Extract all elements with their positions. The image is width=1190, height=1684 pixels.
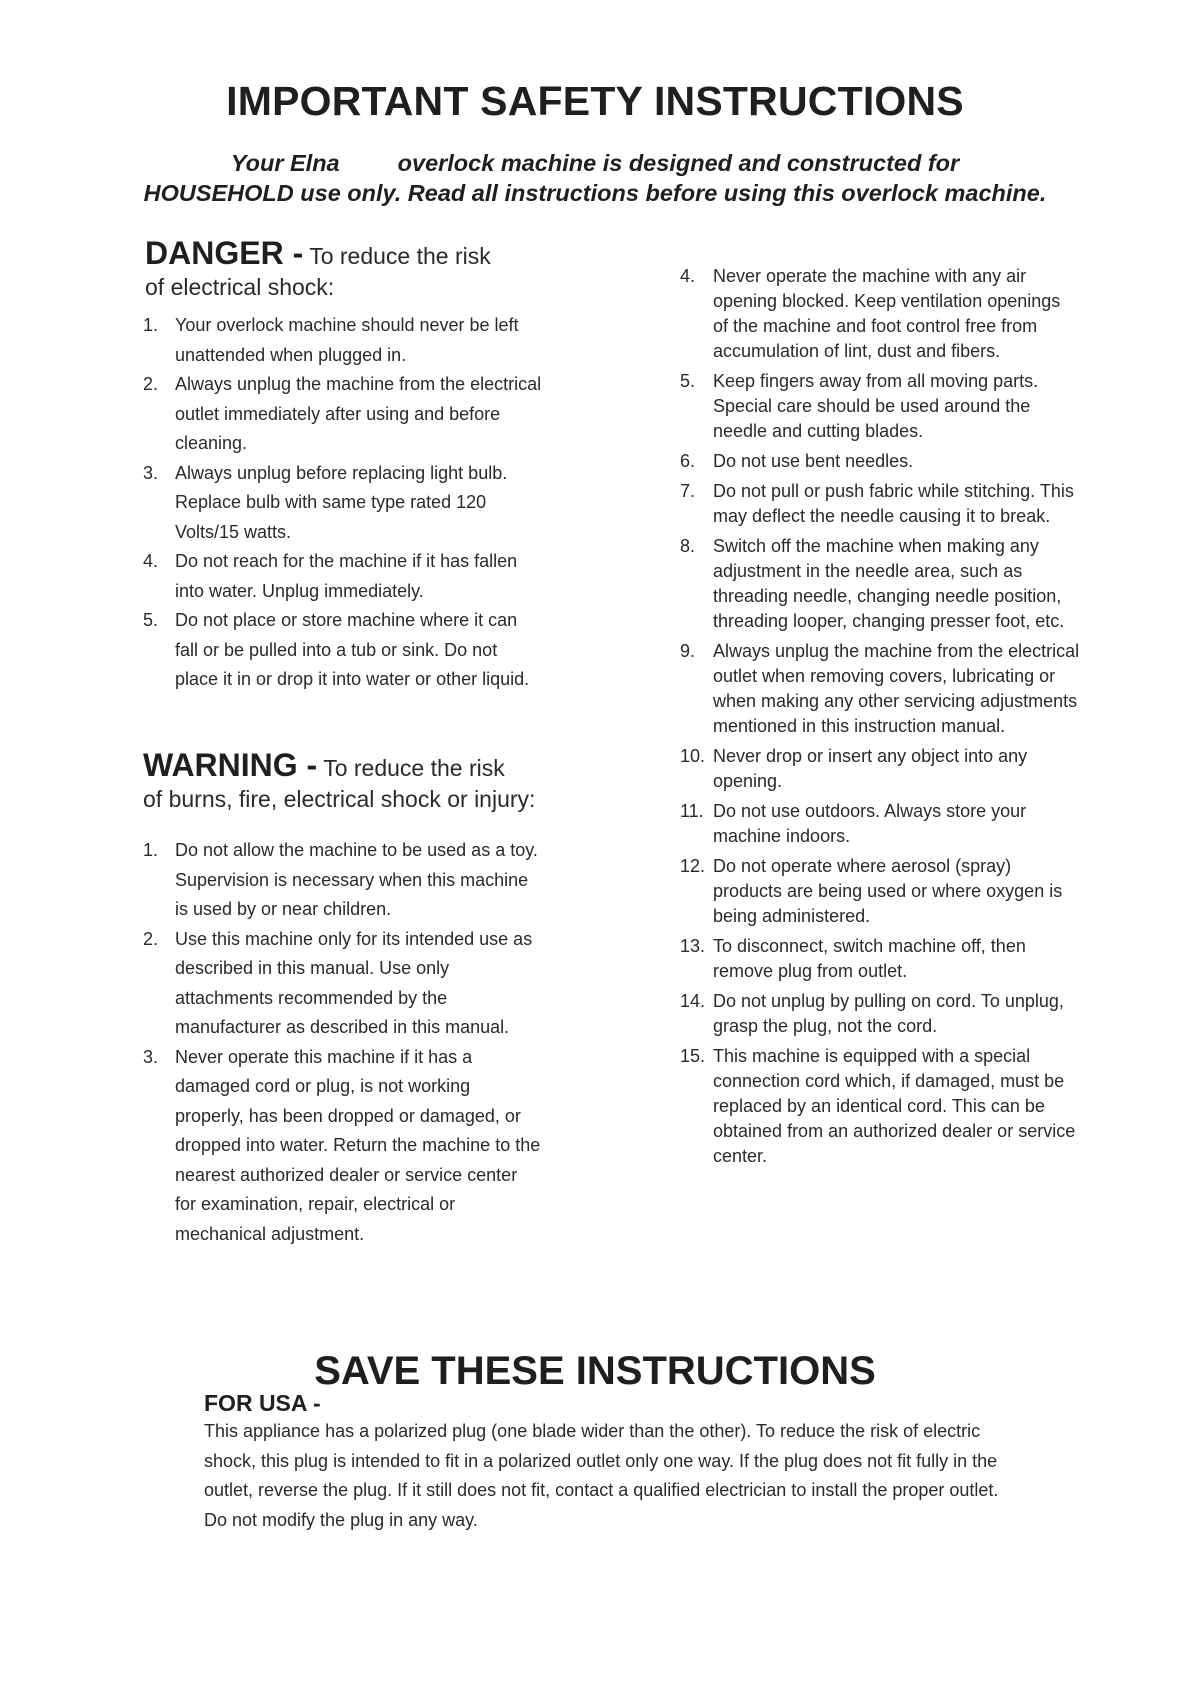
list-item	[143, 836, 543, 925]
item-number: 5.	[143, 610, 159, 630]
danger-intro: To reduce the risk	[309, 243, 491, 269]
item-number: 13.	[680, 936, 706, 956]
list-item	[680, 639, 1080, 739]
list-item	[680, 744, 1080, 794]
list-item	[680, 854, 1080, 929]
list-item	[680, 534, 1080, 634]
item-text: Do not use bent needles.	[713, 451, 914, 471]
page-title: IMPORTANT SAFETY INSTRUCTIONS	[226, 78, 964, 124]
item-number: 6.	[680, 451, 696, 471]
item-number: 3.	[143, 1046, 159, 1067]
item-text: To disconnect, switch machine off, then remove plug from outlet.	[713, 936, 1026, 981]
item-number: 11.	[680, 801, 704, 821]
list-item	[143, 547, 543, 606]
item-number: 14.	[680, 991, 706, 1011]
item-text: Never operate the machine with any air opening blocked. Keep ventilation openings of the machine and foot control free from accumulation of lint, dust and fibers.	[713, 266, 1061, 361]
item-text: Never operate this machine if it has a damaged cord or plug, is not working properly, has been dropped or damaged, or dropped into water. Return the machine to the nearest authorized dealer or service center for examination, repair, electrical or mechanical adjustment.	[175, 1046, 541, 1244]
item-number: 5.	[680, 371, 696, 391]
item-number: 10.	[680, 746, 706, 766]
item-text: Do not operate where aerosol (spray) products are being used or where oxygen is being administered.	[713, 856, 1063, 926]
item-text: Do not allow the machine to be used as a toy. Supervision is necessary when this machine is used by or near children.	[175, 840, 538, 919]
list-item	[680, 264, 1080, 364]
item-number: 1.	[143, 315, 159, 335]
item-text: Your overlock machine should never be left unattended when plugged in.	[175, 315, 519, 365]
list-item	[680, 479, 1080, 529]
item-number: 12.	[680, 856, 706, 876]
list-item	[143, 459, 543, 548]
item-text: Do not place or store machine where it can fall or be pulled into a tub or sink. Do not place it in or drop it into water or other liquid.	[175, 610, 530, 689]
item-number: 3.	[143, 462, 159, 483]
item-number: 4.	[143, 551, 159, 571]
list-item	[143, 311, 543, 370]
item-text: Switch off the machine when making any adjustment in the needle area, such as threading needle, changing needle position, threading looper, changing presser foot, etc.	[713, 536, 1065, 631]
item-number: 15.	[680, 1046, 706, 1066]
item-text: Do not unplug by pulling on cord. To unplug, grasp the plug, not the cord.	[713, 991, 1064, 1036]
item-text: Always unplug before replacing light bulb. Replace bulb with same type rated 120 Volts/15 watts.	[175, 462, 508, 542]
usa-paragraph: This appliance has a polarized plug (one blade wider than the other). To reduce the risk of electric shock, this plug is intended to fit in a polarized outlet only one way. If the plug does not fit fully in the outlet, reverse the plug. If it still does not fit, contact a qualified electrician to install the proper outlet. Do not modify the plug in any way.	[204, 1421, 999, 1530]
list-item	[143, 1043, 543, 1250]
item-text: Do not pull or push fabric while stitching. This may deflect the needle causing it to break.	[713, 481, 1074, 526]
danger-label: DANGER -	[145, 235, 304, 271]
list-item	[680, 1044, 1080, 1169]
warning-list-continued	[680, 264, 1080, 1174]
item-number: 7.	[680, 481, 696, 501]
item-text: Do not use outdoors. Always store your machine indoors.	[713, 801, 1027, 846]
item-text: Never drop or insert any object into any opening.	[713, 746, 1028, 791]
warning-intro: To reduce the risk	[323, 755, 505, 781]
list-item	[680, 934, 1080, 984]
list-item	[143, 606, 543, 695]
item-text: Do not reach for the machine if it has fallen into water. Unplug immediately.	[175, 551, 518, 601]
item-number: 9.	[680, 641, 696, 661]
item-number: 2.	[143, 374, 159, 394]
list-item	[143, 370, 543, 459]
warning-intro-2: of burns, fire, electrical shock or injury:	[143, 786, 536, 812]
warning-list	[143, 836, 543, 1249]
item-number: 2.	[143, 928, 159, 949]
warning-label: WARNING -	[143, 747, 318, 783]
subtitle-brand: Your Elna	[230, 150, 340, 176]
item-number: 8.	[680, 536, 696, 556]
warning-heading	[143, 747, 536, 815]
item-text: Always unplug the machine from the electrical outlet immediately after using and before cleaning.	[175, 374, 542, 453]
item-text: Always unplug the machine from the electrical outlet when removing covers, lubricating or when making any other servicing adjustments mentioned in this instruction manual.	[713, 641, 1080, 736]
item-text: Use this machine only for its intended use as described in this manual. Use only attachments recommended by the manufacturer as described in this manual.	[175, 928, 533, 1037]
subtitle-line2: HOUSEHOLD use only. Read all instructions before using this overlock machine.	[143, 180, 1047, 206]
danger-list	[143, 311, 543, 695]
page-subtitle	[0, 148, 1190, 208]
list-item	[680, 449, 1080, 474]
save-instructions-heading: SAVE THESE INSTRUCTIONS	[314, 1349, 876, 1393]
list-item	[680, 799, 1080, 849]
danger-heading	[145, 235, 491, 303]
item-number: 4.	[680, 266, 696, 286]
subtitle-line1: overlock machine is designed and constructed for	[397, 150, 960, 176]
usa-heading: FOR USA -	[204, 1390, 321, 1416]
list-item	[680, 989, 1080, 1039]
danger-intro-2: of electrical shock:	[145, 274, 335, 300]
item-text: Keep fingers away from all moving parts. Special care should be used around the needle and cutting blades.	[713, 371, 1039, 441]
item-number: 1.	[143, 840, 159, 860]
list-item	[143, 925, 543, 1043]
list-item	[680, 369, 1080, 444]
item-text: This machine is equipped with a special connection cord which, if damaged, must be replaced by an identical cord. This can be obtained from an authorized dealer or service center.	[713, 1046, 1076, 1166]
